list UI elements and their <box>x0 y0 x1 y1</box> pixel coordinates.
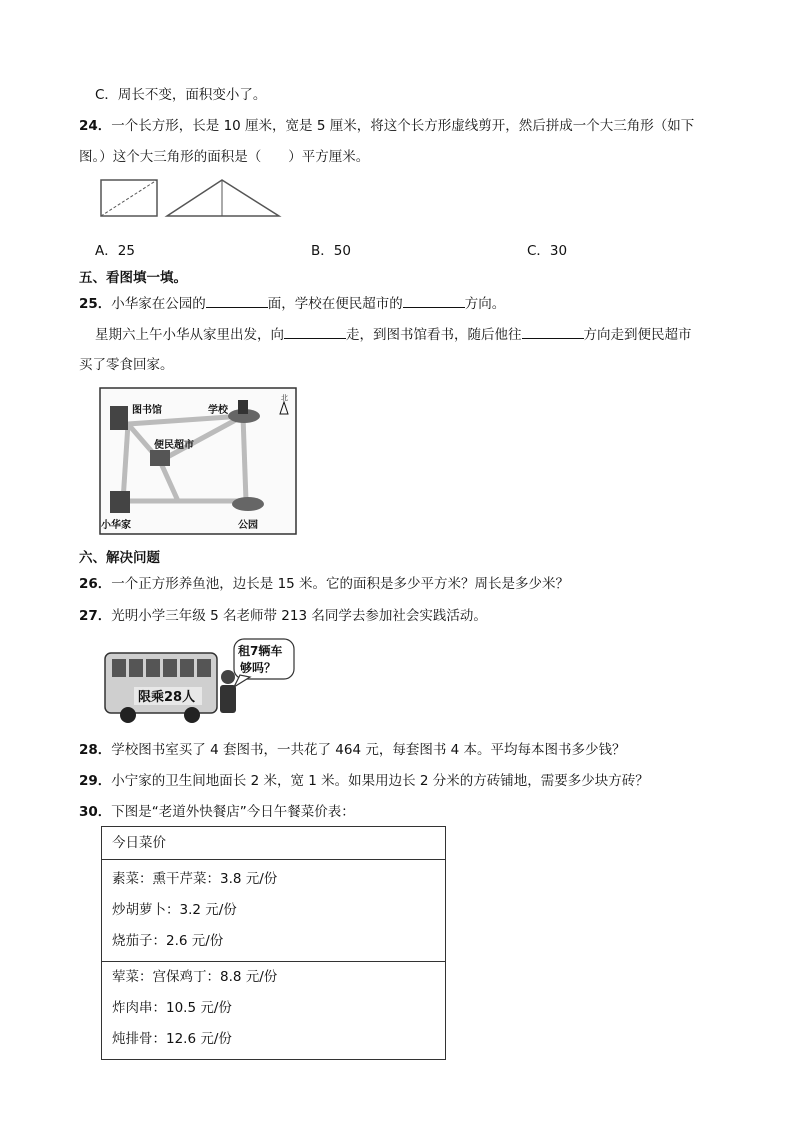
veg-section <box>102 860 446 962</box>
q24-line1 <box>79 114 694 134</box>
q25-line3: 买了零食回家。 <box>79 357 174 373</box>
q27-number: 27． <box>79 608 112 624</box>
q26 <box>79 572 569 592</box>
q25-blank-4[interactable] <box>522 337 584 339</box>
section6-title: 六、解决问题 <box>79 550 160 566</box>
q25-text-e: 走，到图书馆看书，随后他往 <box>346 327 522 343</box>
q25-map <box>98 386 298 536</box>
q30-price-table <box>101 826 446 1060</box>
q29 <box>79 769 649 789</box>
q24-number: 24． <box>79 118 112 134</box>
meat-item: 炸肉串：10.5 元/份 <box>112 1000 232 1016</box>
library-building <box>110 406 128 430</box>
q25-number: 25． <box>79 296 112 312</box>
person-body <box>220 685 236 713</box>
bus-wheel-front <box>120 707 136 723</box>
q27 <box>79 604 487 624</box>
q30-text: 下图是“老道外快餐店”今日午餐菜价表： <box>111 804 355 820</box>
q25-text-b: 面，学校在便民超市的 <box>267 296 403 312</box>
q27-bus-figure <box>100 635 300 725</box>
meat-item: 荤菜：宫保鸡丁：8.8 元/份 <box>112 969 278 985</box>
map-label-park: 公园 <box>238 520 258 531</box>
north-label: 北 <box>281 394 288 402</box>
q27-text: 光明小学三年级 5 名老师带 213 名同学去参加社会实践活动。 <box>111 608 487 624</box>
q26-text: 一个正方形养鱼池，边长是 15 米。它的面积是多少平方米？周长是多少米？ <box>111 576 570 592</box>
q25-line2 <box>95 323 692 343</box>
section5-title: 五、看图填一填。 <box>79 270 187 286</box>
q25-blank-2[interactable] <box>403 306 465 308</box>
q25-text-c: 方向。 <box>464 296 506 312</box>
q26-number: 26． <box>79 576 112 592</box>
q25-text-d: 星期六上午小华从家里出发，向 <box>95 327 284 343</box>
store-building <box>150 450 170 466</box>
q25-text-f: 方向走到便民超市 <box>583 327 692 343</box>
dashed-diagonal <box>101 180 157 216</box>
bubble-line1: 租7辆车 <box>238 644 283 658</box>
meat-section <box>102 962 446 1060</box>
q25-blank-1[interactable] <box>206 306 268 308</box>
map-label-store: 便民超市 <box>154 440 194 451</box>
q30-number: 30． <box>79 804 112 820</box>
veg-item: 素菜：熏干芹菜：3.8 元/份 <box>112 871 278 887</box>
veg-item: 炒胡萝卜：3.2 元/份 <box>112 902 237 918</box>
home-building <box>110 491 130 513</box>
map-label-home: 小华家 <box>101 520 131 531</box>
q24-option-c: C．30 <box>527 243 568 259</box>
veg-item: 烧茄子：2.6 元/份 <box>112 933 224 949</box>
q29-number: 29． <box>79 773 112 789</box>
map-label-library: 图书馆 <box>132 405 162 416</box>
q28 <box>79 738 626 758</box>
q24-rectangle-triangle-figure <box>96 175 286 221</box>
price-table-header: 今日菜价 <box>102 827 446 860</box>
q25-blank-3[interactable] <box>284 337 346 339</box>
q25-text-a: 小华家在公园的 <box>111 296 206 312</box>
triangle-shape <box>167 180 279 216</box>
q24-option-b: B．50 <box>311 243 351 259</box>
meat-item: 炖排骨：12.6 元/份 <box>112 1031 232 1047</box>
bus-capacity-label: 限乘28人 <box>138 690 196 705</box>
person-head <box>221 670 235 684</box>
q28-text: 学校图书室买了 4 套图书，一共花了 464 元，每套图书 4 本。平均每本图书多少钱？ <box>111 742 626 758</box>
q24-text-line2: 图。）这个大三角形的面积是（ ）平方厘米。 <box>79 149 370 165</box>
q30 <box>79 800 355 820</box>
q23-option-c: C．周长不变，面积变小了。 <box>95 87 267 103</box>
q24-text-line1: 一个长方形，长是 10 厘米，宽是 5 厘米，将这个长方形虚线剪开，然后拼成一个大三角形（如下 <box>111 118 695 134</box>
bubble-line2: 够吗？ <box>240 661 277 675</box>
speech-bubble-tail <box>234 675 250 687</box>
park-building <box>232 497 264 511</box>
q29-text: 小宁家的卫生间地面长 2 米，宽 1 米。如果用边长 2 分米的方砖铺地，需要多少块方砖？ <box>111 773 649 789</box>
q28-number: 28． <box>79 742 112 758</box>
school-tower <box>238 400 248 414</box>
q25-line1 <box>79 292 505 312</box>
map-label-school: 学校 <box>208 405 228 416</box>
q24-option-a: A．25 <box>95 243 135 259</box>
bus-wheel-rear <box>184 707 200 723</box>
